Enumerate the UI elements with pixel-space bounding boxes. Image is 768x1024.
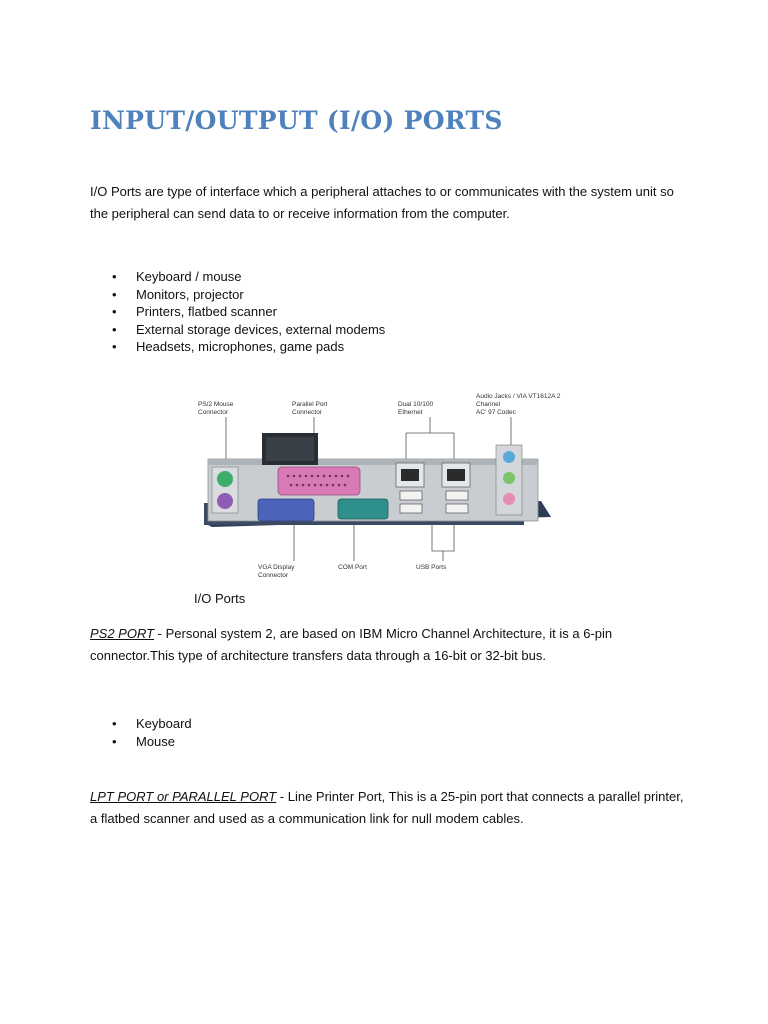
- device-list: [112, 268, 385, 356]
- list-item: • External storage devices, external modems: [112, 321, 385, 339]
- label-ps2-2: Connector: [198, 409, 228, 416]
- ps2-description: - Personal system 2, are based on IBM Micro Channel Architecture, it is a 6-pin connector.This type of architecture transfers data through a 16-bit or 32-bit bus.: [90, 626, 613, 663]
- audio-jack-line-in: [503, 451, 515, 463]
- intro-paragraph: I/O Ports are type of interface which a peripheral attaches to or communicates with the system unit so the peripheral can send data to or receive information from the computer.: [90, 184, 674, 221]
- label-com: COM Port: [338, 564, 367, 571]
- com-port: [338, 499, 388, 519]
- list-item: • Mouse: [112, 733, 192, 751]
- list-item: • Keyboard: [112, 715, 192, 733]
- io-panel-illustration: [196, 391, 574, 579]
- label-vga-1: VGA Display: [258, 564, 295, 571]
- label-usb: USB Ports: [416, 564, 447, 571]
- figure-caption: I/O Ports: [194, 591, 246, 606]
- list-item: • Printers, flatbed scanner: [112, 303, 385, 321]
- ps2-paragraph: [90, 623, 690, 667]
- usb-port: [446, 504, 468, 513]
- list-item: • Monitors, projector: [112, 286, 385, 304]
- label-audio-1: Audio Jacks / VIA VT1612A 2: [476, 393, 561, 400]
- vga-port: [258, 499, 314, 521]
- ps2-keyboard-port: [217, 493, 233, 509]
- ps2-device-list: [112, 715, 192, 750]
- label-ethernet-2: Ethernet: [398, 409, 423, 416]
- usb-port: [400, 491, 422, 500]
- io-ports-figure: [196, 391, 574, 579]
- label-audio-3: AC' 97 Codec: [476, 409, 516, 416]
- label-parallel-2: Connector: [292, 409, 322, 416]
- ps2-term: PS2 PORT: [90, 626, 155, 641]
- audio-jack-line-out: [503, 472, 515, 484]
- audio-jack-mic: [503, 493, 515, 505]
- lpt-description: - Line Printer Port, This is a 25-pin port that connects a parallel printer, a flatbed scanner and used as a communication link for null modem cables.: [90, 789, 684, 826]
- label-vga-2: Connector: [258, 572, 288, 579]
- label-ps2-1: PS/2 Mouse: [198, 401, 234, 408]
- label-parallel-1: Parallel Port: [292, 401, 328, 408]
- lpt-paragraph: [90, 786, 690, 830]
- ps2-mouse-port: [217, 471, 233, 487]
- page-title: INPUT/OUTPUT (I/O) PORTS: [90, 106, 503, 135]
- label-audio-2: Channel: [476, 401, 501, 408]
- usb-port: [400, 504, 422, 513]
- label-ethernet-1: Dual 10/100: [398, 401, 434, 408]
- list-item: • Keyboard / mouse: [112, 268, 385, 286]
- lpt-term: LPT PORT or PARALLEL PORT: [90, 789, 277, 804]
- parallel-port: [278, 467, 360, 495]
- usb-port: [446, 491, 468, 500]
- list-item: • Headsets, microphones, game pads: [112, 338, 385, 356]
